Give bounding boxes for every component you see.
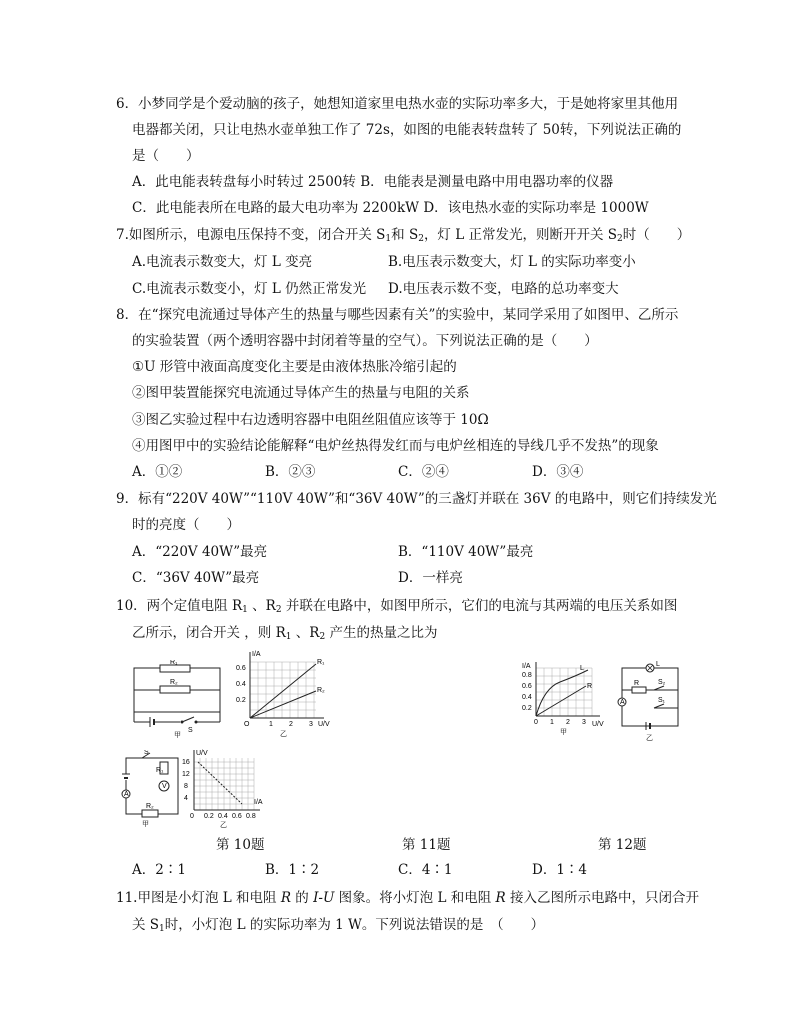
q7-stem-d: 时（ ） [622,227,691,243]
fig12-label-yi: 乙 [220,822,227,829]
fig10-graph-yi [232,648,342,738]
fig12-label-r1: R₁ [156,767,164,774]
q8-option-a: A．①② [132,464,183,480]
q7-option-d: D.电压表示数不变，电路的总功率变大 [388,281,619,297]
q10-line1-a: 10．两个定值电阻 R [116,598,243,614]
q7-stem-b: 和 S [391,227,419,243]
q10-line1 [116,597,677,619]
fig11-xlabel: U/V [592,721,604,728]
fig11-xtick-1: 1 [550,719,554,726]
fig10-xtick-2: 2 [289,721,293,728]
fig10-xlabel: U/V [318,721,330,728]
fig12-voltmeter-label: V [162,783,167,790]
q6-option-a: A．此电能表转盘每小时转过 2500转 B．电能表是测量电路中用电器功率的仪器 [132,174,614,190]
fig11-ytick-02: 0.2 [522,705,532,712]
fig12-ytick-4: 4 [184,795,188,802]
fig12-line [198,762,242,804]
q11-iu-italic: I-U [313,890,335,906]
fig12-xtick-04: 0.4 [218,813,228,820]
fig11-circuit-label-l: L [656,661,660,668]
q11-line1-d: 接入乙图所示电路中，只闭合开 [505,890,699,906]
fig12-label-jia: 甲 [142,821,149,828]
q7-option-a: A.电流表示数变大，灯 L 变亮 [132,254,313,270]
q10-sub-r1b: 1 [285,632,292,642]
q11-line2 [132,916,544,938]
fig11-label-jia: 甲 [560,729,567,736]
q10-option-d: D．1∶4 [532,862,588,878]
q9-line2: 时的亮度（ ） [132,517,240,533]
fig12-xtick-0: 0 [190,813,194,820]
q8-option-d: D．③④ [532,464,584,480]
q8-statement-3: ③图乙实验过程中右边透明容器中电阻丝阻值应该等于 10Ω [132,412,489,428]
caption-q12: 第 12题 [598,837,647,853]
q7-option-b: B.电压表示数变大，灯 L 的实际功率变小 [388,254,636,270]
fig11-ytick-04: 0.4 [522,694,532,701]
q11-line2-a: 关 S [132,917,160,933]
q7-sub-2b: 2 [617,234,623,244]
q8-statement-4: ④用图甲中的实验结论能解释“电炉丝热得发红而与电炉丝相连的导线几乎不发热”的现象 [132,438,659,454]
fig10-label-r2: R₂ [170,679,178,686]
fig12-graph-yi [176,748,268,830]
q10-sub-r1: 1 [242,605,248,615]
q11-line1-a: 11.甲图是小灯泡 L 和电阻 [116,890,281,906]
fig12-ytick-16: 16 [182,759,190,766]
fig12-xlabel: I/A [254,799,263,806]
q10-line2-c: 产生的热量之比为 [325,625,438,641]
fig12-xtick-08: 0.8 [246,813,256,820]
q8-statement-1: ①U 形管中液面高度变化主要是由液体热胀冷缩引起的 [132,359,457,375]
q9-option-d: D．一样亮 [398,570,463,586]
fig11-xtick-0: 0 [534,719,538,726]
q7-option-c: C.电流表示数变小，灯 L 仍然正常发光 [132,281,367,297]
fig12-ytick-8: 8 [184,783,188,790]
fig11-ytick-08: 0.8 [522,672,532,679]
fig12-label-s: S [144,750,149,756]
q7-stem-a: 7.如图所示，电源电压保持不变，闭合开关 S [116,227,386,243]
caption-q11: 第 11题 [402,837,451,853]
fig10-xtick-3: 3 [309,721,313,728]
fig10-label-s: S [188,727,193,734]
q6-line2: 电器都关闭，只让电热水壶单独工作了 72s，如图的电能表转盘转了 50转，下列说法正确的 [132,122,682,138]
fig11-ytick-06: 0.6 [522,683,532,690]
fig10-xtick-1: 1 [269,721,273,728]
fig11-line-label-r: R [587,683,593,690]
q10-line2 [132,624,437,646]
fig11-xtick-3: 3 [582,719,586,726]
fig12-xtick-06: 0.6 [232,813,242,820]
fig11-graph-jia [520,660,610,738]
fig10-ylabel: I/A [252,651,261,658]
fig11-label-s1: S₁ [658,697,666,704]
fig12-xtick-02: 0.2 [204,813,214,820]
fig10-line-label-r1: R₁ [317,659,325,666]
q10-line1-c: 并联在电路中，如图甲所示，它们的电流与其两端的电压关系如图 [281,598,678,614]
q7-sub-1: 1 [385,234,392,244]
fig12-label-r2: R₂ [146,803,154,810]
q11-line1 [116,889,699,907]
q9-line1: 9．标有“220V 40W”“110V 40W”和“36V 40W”的三盏灯并联在 36V 的电路中，则它们持续发光 [116,491,717,507]
q8-option-b: B．②③ [265,464,316,480]
q10-option-c: C．4∶1 [398,862,453,878]
fig11-curve-label-l: L [580,665,584,672]
q11-r-italic: R [280,890,291,906]
fig11-label-s2: S₂ [658,679,666,686]
fig10-ytick-02: 0.2 [236,697,246,704]
q11-line2-b: 时，小灯泡 L 的实际功率为 1 W。下列说法错误的是 （ ） [164,917,545,933]
q11-r2-italic: R [495,890,506,906]
q9-option-a: A．“220V 40W”最亮 [132,544,268,560]
fig10-line-label-r2: R₂ [317,687,325,694]
fig11-ammeter-label: A [620,699,625,706]
fig10-ytick-04: 0.4 [236,681,246,688]
q11-sub-s1: 1 [159,924,165,934]
fig10-ytick-06: 0.6 [236,665,246,672]
q9-option-c: C．“36V 40W”最亮 [132,570,260,586]
fig11-circuit-yi [612,660,684,742]
q10-line1-b: 、R [247,598,276,614]
fig10-label-r1: R₁ [170,660,178,666]
fig10-circuit-jia [128,660,228,738]
q8-statement-2: ②图甲装置能探究电流通过导体产生的热量与电阻的关系 [132,385,470,401]
q6-line1: 6．小梦同学是个爱动脑的孩子，她想知道家里电热水壶的实际功率多大，于是她将家里其他用 [116,96,679,112]
fig11-xtick-2: 2 [566,719,570,726]
q7-stem-c: ，灯 L 正常发光，则断开开关 S [423,227,618,243]
q10-line2-b: 、R [291,625,320,641]
q6-option-c: C．此电能表所在电路的最大电功率为 2200kW D．该电热水壶的实际功率是 1000W [132,200,649,216]
q8-line2: 的实验装置（两个透明容器中封闭着等量的空气）。下列说法正确的是（ ） [132,333,598,349]
q6-line3: 是（ ） [132,148,200,164]
q10-option-a: A．2∶1 [132,862,186,878]
fig11-ylabel: I/A [522,663,531,670]
q7-sub-2: 2 [418,234,424,244]
q10-option-b: B．1∶2 [265,862,320,878]
fig10-label-jia: 甲 [174,732,181,738]
fig12-ytick-12: 12 [182,771,190,778]
q8-line1: 8．在“探究电流通过导体产生的热量与哪些因素有关”的实验中，某同学采用了如图甲、乙所示 [116,307,679,323]
fig11-circuit-label-r: R [634,680,640,687]
fig10-label-yi: 乙 [280,731,287,738]
fig11-line-r [536,686,586,716]
caption-q10: 第 10题 [216,837,265,853]
fig10-xtick-0: O [244,721,250,728]
q8-option-c: C．②④ [398,464,449,480]
fig11-curve-l [536,670,588,716]
fig12-ylabel: U/V [196,750,208,757]
q9-option-b: B．“110V 40W”最亮 [398,544,534,560]
q7-stem [116,226,690,248]
q11-line1-c: 图象。将小灯泡 L 和电阻 [334,890,496,906]
q10-sub-r2b: 2 [319,632,326,642]
fig11-label-yi: 乙 [646,735,653,742]
q11-line1-b: 的 [290,890,314,906]
fig12-ammeter-label: A [124,791,129,798]
q10-line2-a: 乙所示，闭合开关 ，则 R [132,625,286,641]
q10-sub-r2: 2 [275,605,282,615]
